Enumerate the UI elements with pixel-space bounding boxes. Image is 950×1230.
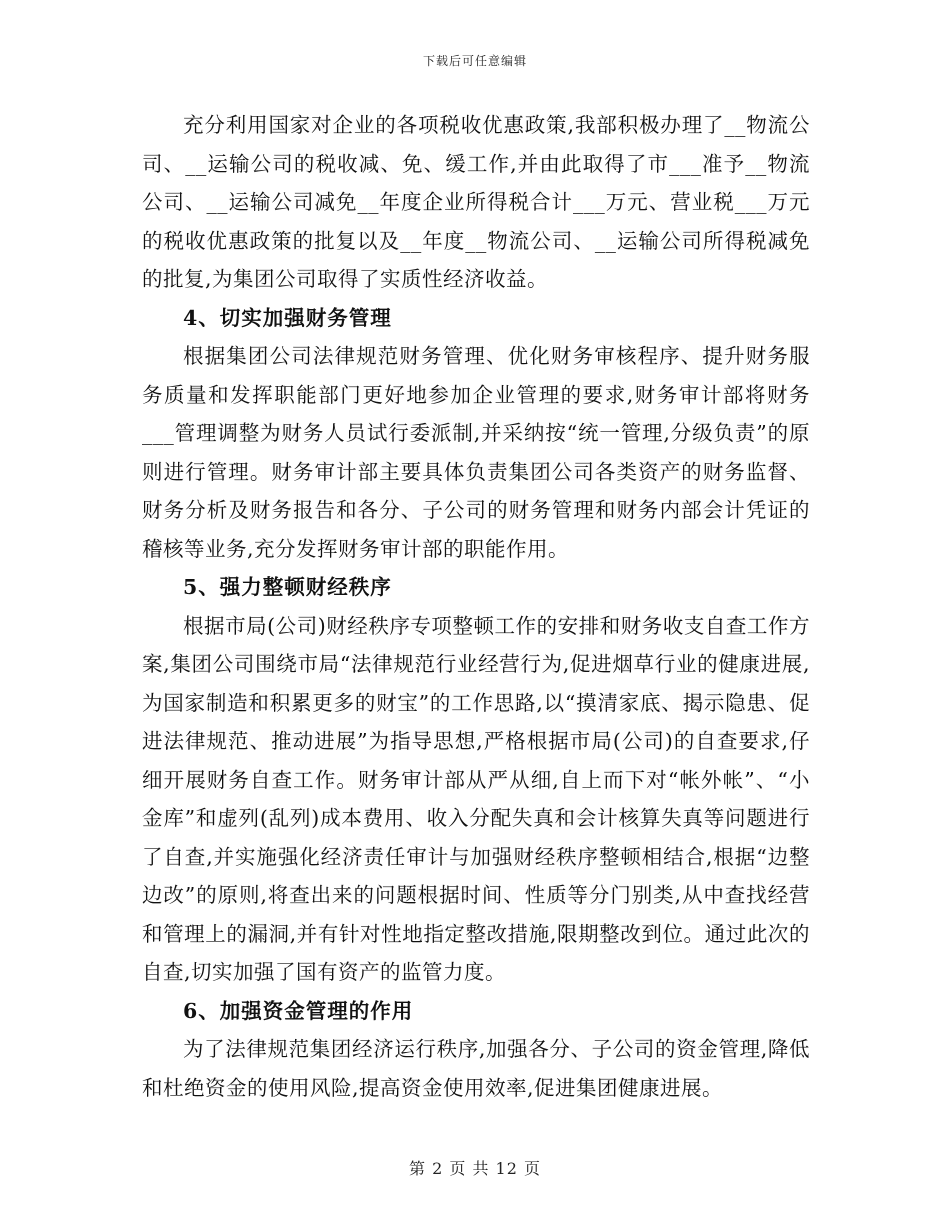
paragraph-financial-order: 根据市局(公司)财经秩序专项整顿工作的安排和财务收支自查工作方案,集团公司围绕市局“法律规范行业经营行为,促进烟草行业的健康进展,为国家制造和积累更多的财宝”的工作思路,以“摸清家底、揭示隐患、促进法律规范、推动进展”为指导思想,严格根据市局(公司)的自查要求,仔细开展财务自查工作。财务审计部从严从细,自上而下对“帐外帐”、“小金库”和虚列(乱列)成本费用、收入分配失真和会计核算失真等问题进行了自查,并实施强化经济责任审计与加强财经秩序整顿相结合,根据“边整边改”的原则,将查出来的问题根据时间、性质等分门别类,从中查找经营和管理上的漏洞,并有针对性地指定整改措施,限期整改到位。通过此次的自查,切实加强了国有资产的监管力度。	[142, 613, 810, 984]
section-heading-6: 6、加强资金管理的作用	[183, 998, 414, 1023]
section-heading-5: 5、强力整顿财经秩序	[183, 575, 392, 599]
paragraph-tax-incentives: 充分利用国家对企业的各项税收优惠政策,我部积极办理了__物流公司、__运输公司的税收减、免、缓工作,并由此取得了市___准予__物流公司、__运输公司减免__年度企业所得税合计___万元、营业税___万元的税收优惠政策的批复以及__年度__物流公司、__运输公司所得税减免的批复,为集团公司取得了实质性经济收益。	[142, 113, 810, 291]
page-number: 第 2 页 共 12 页	[409, 1159, 541, 1178]
paragraph-financial-management: 根据集团公司法律规范财务管理、优化财务审核程序、提升财务服务质量和发挥职能部门更好地参加企业管理的要求,财务审计部将财务___管理调整为财务人员试行委派制,并采纳按“统一管理,分级负责”的原则进行管理。财务审计部主要具体负责集团公司各类资产的财务监督、财务分析及财务报告和各分、子公司的财务管理和财务内部会计凭证的稽核等业务,充分发挥财务审计部的职能作用。	[142, 344, 810, 561]
paragraph-fund-management: 为了法律规范集团经济运行秩序,加强各分、子公司的资金管理,降低和杜绝资金的使用风险,提高资金使用效率,促进集团健康进展。	[142, 1037, 810, 1100]
document-body	[142, 106, 810, 1107]
page-header: 下载后可任意编辑	[422, 54, 527, 68]
section-heading-4: 4、切实加强财务管理	[183, 305, 392, 330]
